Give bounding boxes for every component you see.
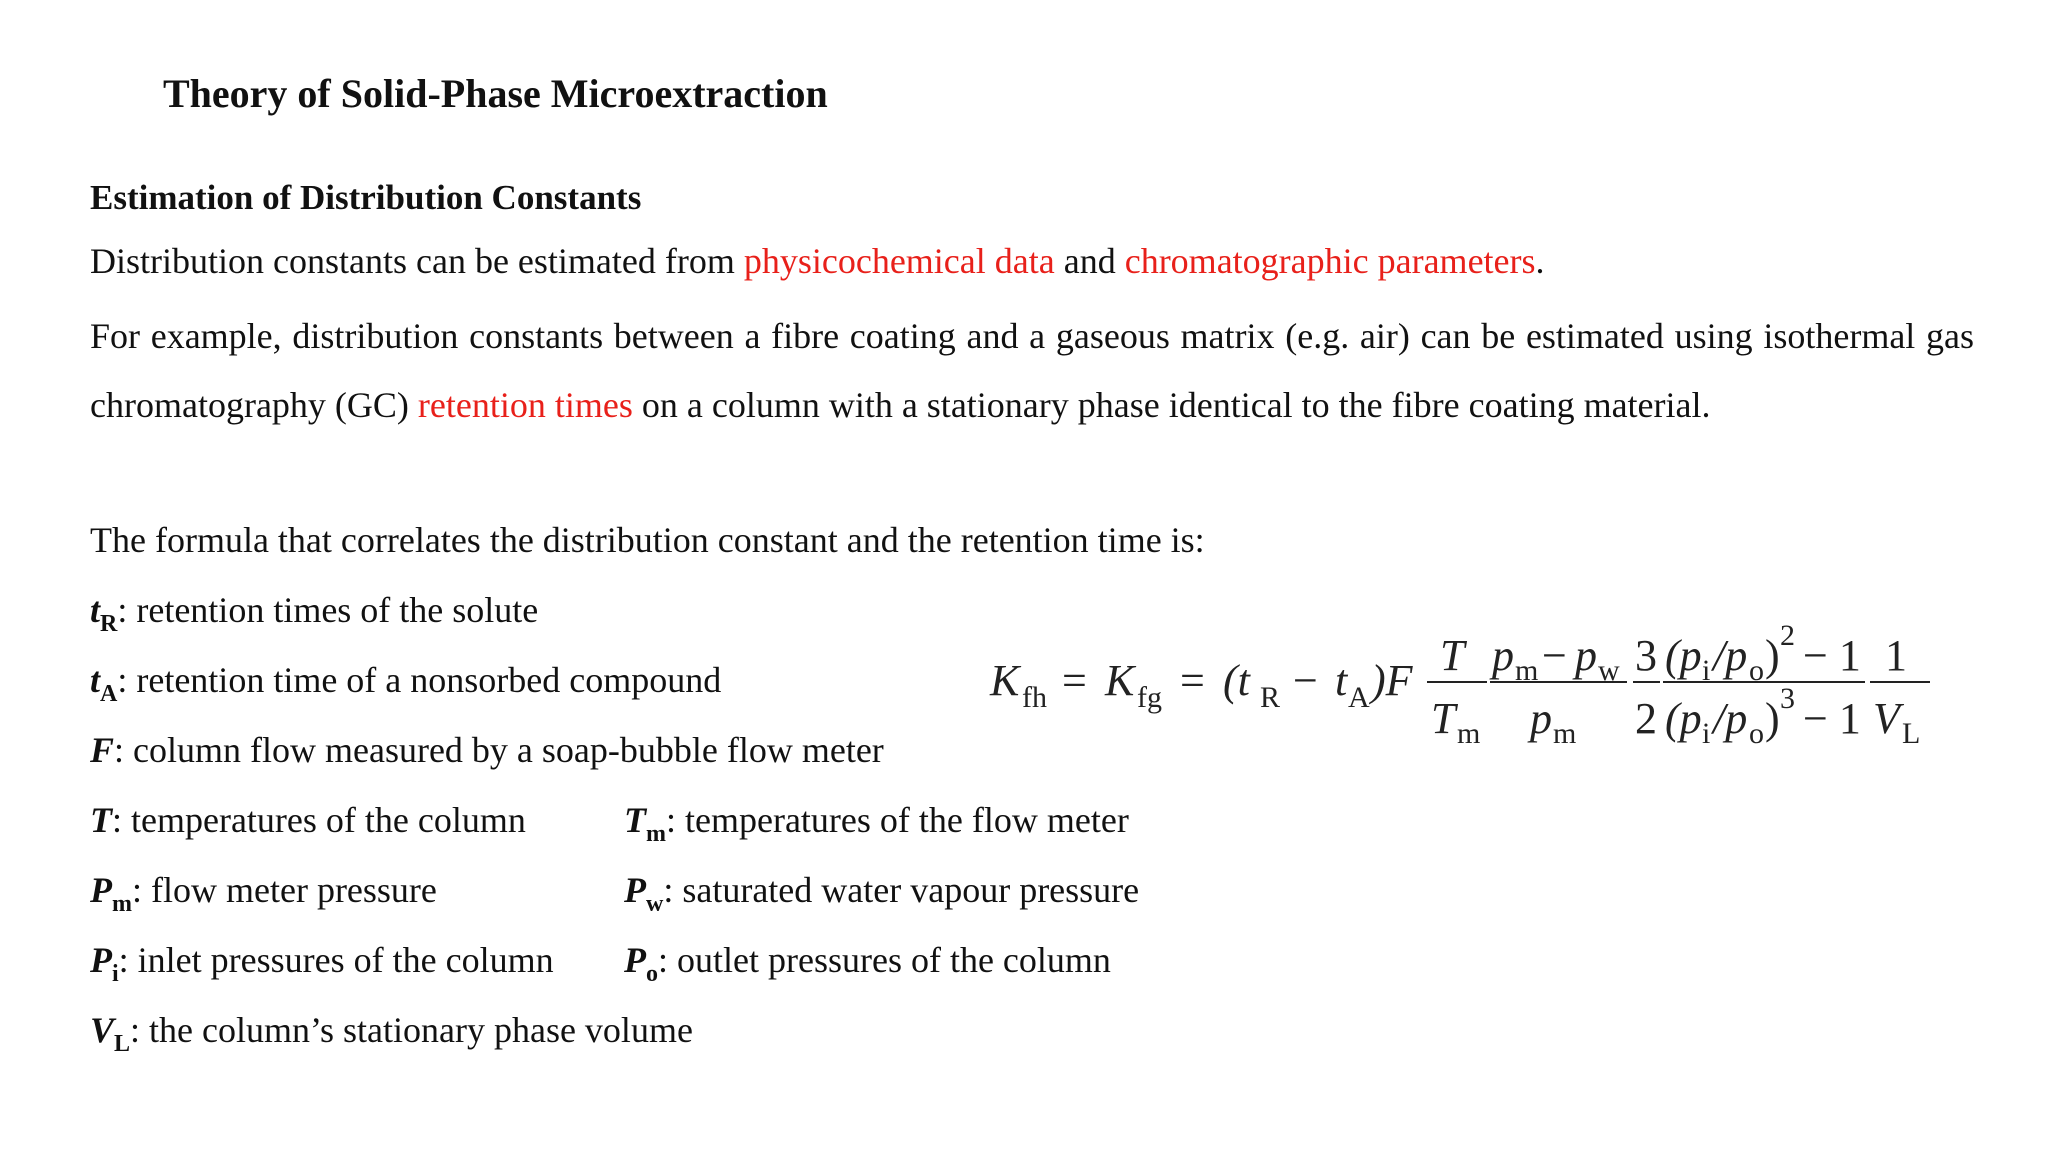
formula-equals: = [1062, 656, 1087, 705]
definition-Tm [624, 799, 1129, 847]
formula-V: V [1873, 694, 1900, 743]
formula-minus-one: − 1 [1803, 631, 1861, 680]
definition-tR [90, 589, 539, 637]
formula-sub-A: A [1348, 681, 1370, 714]
symbol-subscript: i [112, 961, 119, 987]
symbol: P [624, 870, 646, 910]
symbol-subscript: L [114, 1031, 131, 1057]
formula-sub-m: m [1553, 717, 1577, 750]
definition-VL [90, 1009, 693, 1057]
definition-tA [90, 659, 722, 707]
symbol-subscript: R [100, 611, 118, 637]
definition-Pw [624, 869, 1140, 917]
formula-sub-i: i [1702, 717, 1711, 750]
symbol: P [90, 940, 112, 980]
formula-minus: − [1293, 656, 1318, 705]
definition-F [90, 729, 884, 771]
symbol: t [90, 590, 101, 630]
formula-exponent-3: 3 [1780, 682, 1795, 715]
formula-K: K [1105, 656, 1135, 705]
symbol: P [90, 870, 112, 910]
symbol-subscript: m [112, 891, 132, 917]
definition-text: : temperatures of the column [112, 800, 526, 840]
formula-K: K [990, 656, 1020, 705]
formula-pi-open: (p [1665, 631, 1702, 680]
formula-t: t [1335, 656, 1348, 705]
symbol: T [90, 800, 112, 840]
formula-sub-w: w [1598, 654, 1620, 687]
definition-T [90, 799, 526, 841]
formula-sub-o: o [1749, 717, 1764, 750]
highlight-retention-times: retention times [417, 385, 633, 425]
intro-sentence [90, 240, 1545, 282]
definition-text: : retention time of a nonsorbed compound [117, 660, 722, 700]
definition-Po [624, 939, 1111, 987]
formula-three: 3 [1635, 631, 1657, 680]
formula-sub-fh: fh [1022, 681, 1047, 714]
formula-intro: The formula that correlates the distribution constant and the retention time is: [90, 520, 1205, 560]
symbol-subscript: m [646, 821, 666, 847]
highlight-chromatographic-parameters: chromatographic parameters [1124, 241, 1536, 281]
definition-text: : temperatures of the flow meter [666, 800, 1129, 840]
formula-sub-fg: fg [1137, 681, 1162, 714]
formula-close-F: )F [1371, 656, 1413, 705]
formula-exponent-2: 2 [1780, 619, 1795, 652]
formula-slash-p: /p [1713, 631, 1748, 680]
symbol: t [90, 660, 101, 700]
symbol-subscript: w [646, 891, 664, 917]
formula-one: 1 [1885, 631, 1907, 680]
symbol-subscript: o [646, 961, 658, 987]
formula-sub-o: o [1749, 654, 1764, 687]
formula-p: p [1492, 631, 1514, 680]
intro-text: Distribution constants can be estimated from [90, 241, 744, 281]
formula-p: p [1575, 631, 1597, 680]
definition-text: : saturated water vapour pressure [663, 870, 1140, 910]
definition-text: : flow meter pressure [132, 870, 437, 910]
formula-paren-t: (t [1223, 656, 1250, 705]
formula-equals: = [1180, 656, 1205, 705]
formula-sub-m: m [1515, 654, 1539, 687]
definition-Pm [90, 869, 437, 917]
highlight-physicochemical-data: physicochemical data [743, 241, 1055, 281]
formula-Tm-denominator: T [1431, 694, 1456, 743]
formula-sub-L: L [1902, 717, 1921, 750]
formula-close-paren: ) [1765, 631, 1780, 680]
paragraph-text: For example, distribution constants between a fibre coating and a gaseous matrix (e.g. air) can be estimated using isothermal gas chromatography (GC) [90, 316, 1974, 425]
formula-sub-m: m [1457, 717, 1481, 750]
definition-Pi [90, 939, 554, 987]
symbol: V [90, 1010, 115, 1050]
formula-pi-open: (p [1665, 694, 1702, 743]
definition-text: : retention times of the solute [117, 590, 539, 630]
definition-text: : inlet pressures of the column [118, 940, 554, 980]
symbol: F [90, 730, 115, 770]
formula-two: 2 [1635, 694, 1657, 743]
formula-minus-one: − 1 [1803, 694, 1861, 743]
symbol-subscript: A [100, 681, 118, 707]
example-paragraph [90, 302, 1974, 440]
formula-minus: − [1542, 631, 1567, 680]
formula-p: p [1530, 694, 1552, 743]
intro-text: . [1535, 241, 1545, 281]
formula-T-numerator: T [1440, 631, 1465, 680]
section-heading: Estimation of Distribution Constants [90, 178, 642, 217]
distribution-constant-formula [985, 615, 1985, 765]
page-title: Theory of Solid-Phase Microextraction [163, 71, 828, 116]
formula-sub-i: i [1702, 654, 1711, 687]
formula-close-paren: ) [1765, 694, 1780, 743]
symbol: P [624, 940, 646, 980]
intro-text: and [1054, 241, 1125, 281]
definition-text: : outlet pressures of the column [658, 940, 1111, 980]
paragraph-text: on a column with a stationary phase identical to the fibre coating material. [632, 385, 1711, 425]
formula-sub-R: R [1260, 681, 1281, 714]
symbol: T [624, 800, 646, 840]
definition-text: : column flow measured by a soap-bubble flow meter [114, 730, 884, 770]
formula-slash-p: /p [1713, 694, 1748, 743]
definition-text: : the column’s stationary phase volume [130, 1010, 693, 1050]
